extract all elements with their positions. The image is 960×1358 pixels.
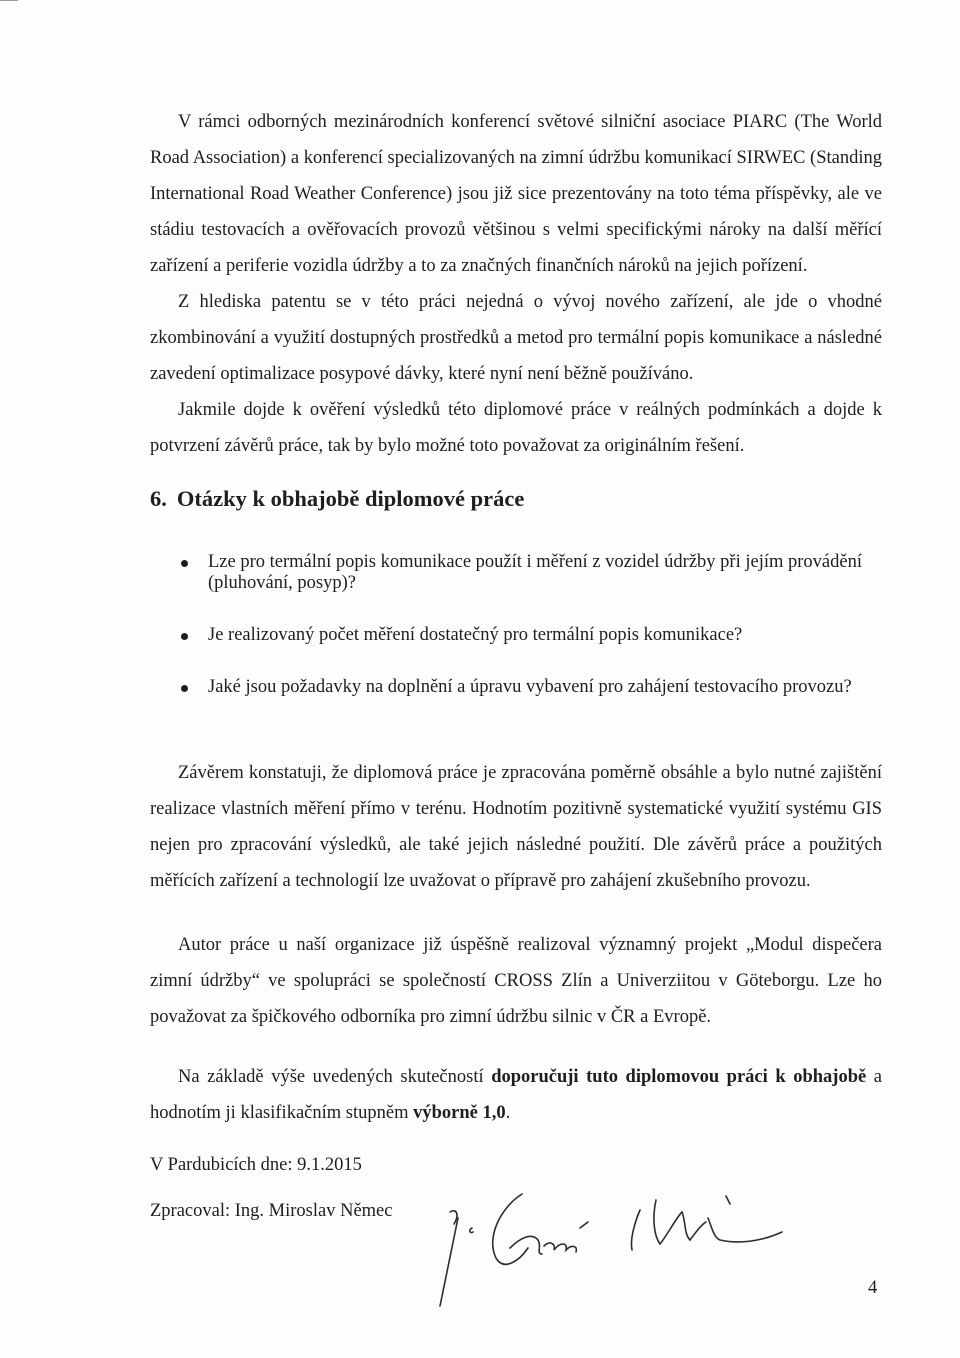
question-item (150, 552, 882, 594)
question-item (150, 625, 882, 646)
question-text: Jaké jsou požadavky na doplnění a úpravu vybavení pro zahájení testovacího provozu? (208, 677, 852, 697)
paragraph-verification: Jakmile dojde k ověření výsledků této diplomové práce v reálných podmínkách a dojde k potvrzení závěrů práce, tak by bylo možné toto považovat za originálním řešení. (150, 400, 882, 456)
page-number: 4 (868, 1278, 878, 1298)
paragraph-patent: Z hlediska patentu se v této práci nejedná o vývoj nového zařízení, ale jde o vhodné zkombinování a využití dostupných prostředků a metod pro termální popis komunikace a následné zavedení optimalizace posypové dávky, které nyní není běžně používáno. (150, 292, 882, 384)
paragraph-recommendation (150, 1059, 882, 1131)
paragraph-author: Autor práce u naší organizace již úspěšně realizoval významný projekt „Modul dispečera zimní údržby“ ve spolupráci se společností CROSS Zlín a Univerziitou v Göteborgu. Lze ho považovat za špičkového odborníka pro zimní údržbu silnic v ČR a Evropě. (150, 935, 882, 1027)
date-line: V Pardubicích dne: 9.1.2015 (150, 1155, 362, 1175)
document-body (150, 104, 882, 1223)
question-text: Je realizovaný počet měření dostatečný pro termální popis komunikace? (208, 625, 743, 645)
question-item (150, 677, 882, 698)
questions-list (150, 552, 882, 698)
grade: výborně 1,0 (413, 1103, 506, 1123)
recommendation-middle: a hodnotím ji klasifikačním stupněm (150, 1067, 882, 1123)
author-line: Zpracoval: Ing. Miroslav Němec (150, 1201, 393, 1221)
bullet-icon (181, 633, 188, 640)
section-title: Otázky k obhajobě diplomové práce (176, 486, 525, 511)
question-text: Lze pro termální popis komunikace použít i měření z vozidel údržby při jejím provádění (pluhování, posyp)? (208, 552, 862, 593)
recommendation-start: Na základě výše uvedených skutečností (178, 1067, 492, 1087)
section-heading (150, 464, 882, 546)
section-number: 6. (150, 486, 167, 511)
paragraph-piarc: V rámci odborných mezinárodních konferencí světové silniční asociace PIARC (The World Road Association) a konferencí specializovaných na zimní údržbu komunikací SIRWEC (Standing International Road Weather Conference) jsou již sice prezentovány na toto téma příspěvky, ale ve stádiu testovacích a ověřovacích provozů většinou s velmi specifickými nároky na další měřící zařízení a periferie vozidla údržby a to za značných finančních nároků na jejich pořízení. (150, 112, 882, 276)
bullet-icon (181, 685, 188, 692)
scan-artifact (0, 0, 18, 1)
bullet-icon (181, 560, 188, 567)
recommendation-end: . (505, 1103, 511, 1123)
recommendation-bold: doporučuji tuto diplomovou práci k obhajobě (491, 1067, 867, 1087)
handwritten-signature (420, 1188, 800, 1308)
paragraph-conclusion: Závěrem konstatuji, že diplomová práce je zpracována poměrně obsáhle a bylo nutné zajištění realizace vlastních měření přímo v terénu. Hodnotím pozitivně systematické využití systému GIS nejen pro zpracování výsledků, ale také jejich následné použití. Dle závěrů práce a použitých měřících zařízení a technologií lze uvažovat o přípravě pro zahájení zkušebního provozu. (150, 763, 882, 891)
